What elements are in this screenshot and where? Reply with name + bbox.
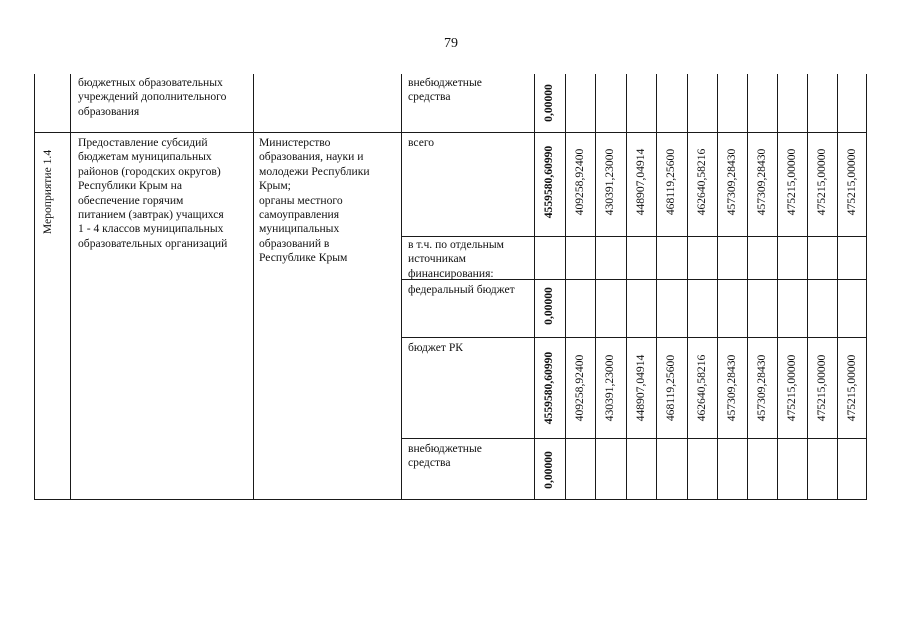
table-rule (656, 74, 657, 500)
table-rule (866, 74, 867, 500)
table-rule (401, 337, 867, 338)
table-rule (534, 74, 535, 500)
year-amount: 448907,04914 (634, 354, 647, 422)
year-amount: 468119,25600 (664, 354, 677, 422)
table-rule (747, 74, 748, 500)
table-rule (807, 74, 808, 500)
year-amount: 475215,00000 (815, 354, 828, 422)
year-amount: 409258,92400 (573, 354, 586, 422)
funding-source-label: всего (408, 136, 435, 149)
year-amount: 430391,23000 (603, 354, 616, 422)
table-rule (687, 74, 688, 500)
table-rule (34, 499, 867, 500)
year-amount: 430391,23000 (603, 148, 616, 216)
year-amount: 457309,28430 (725, 354, 738, 422)
year-amount: 462640,58216 (695, 148, 708, 216)
year-amount: 475215,00000 (815, 148, 828, 216)
funding-source-label: бюджет РК (408, 341, 464, 354)
measure-description: Предоставление субсидий бюджетам муниципальных районов (городских округов) Республики Крым на обеспечение горячим питанием (завтрак) учащихся 1 - 4 классов муниципальных образовательных организаций (78, 136, 228, 250)
table-rule (253, 74, 254, 500)
table-rule (565, 74, 566, 500)
year-amount: 457309,28430 (755, 148, 768, 216)
table-rule (34, 74, 35, 500)
year-amount: 409258,92400 (573, 148, 586, 216)
year-amount: 475215,00000 (785, 148, 798, 216)
year-amount: 457309,28430 (725, 148, 738, 216)
table-rule (34, 132, 867, 133)
year-amount: 475215,00000 (845, 148, 858, 216)
table-rule (777, 74, 778, 500)
funding-source-label: внебюджетные средства (408, 442, 482, 470)
page-number: 79 (444, 36, 458, 51)
total-amount: 4559580,60990 (542, 145, 555, 219)
year-amount: 462640,58216 (695, 354, 708, 422)
total-amount: 0,00000 (542, 451, 555, 489)
table-rule (595, 74, 596, 500)
funding-source-label: внебюджетные средства (408, 76, 482, 104)
measure-label: Мероприятие 1.4 (41, 149, 54, 235)
total-amount: 0,00000 (542, 84, 555, 122)
table-rule (401, 236, 867, 237)
table-rule (401, 74, 402, 500)
program-name-continued: бюджетных образовательных учреждений дополнительного образования (78, 76, 227, 118)
year-amount: 475215,00000 (785, 354, 798, 422)
year-amount: 457309,28430 (755, 354, 768, 422)
year-amount: 468119,25600 (664, 148, 677, 216)
table-rule (70, 74, 71, 500)
table-rule (626, 74, 627, 500)
table-rule (837, 74, 838, 500)
table-rule (401, 438, 867, 439)
table-rule (717, 74, 718, 500)
year-amount: 475215,00000 (845, 354, 858, 422)
total-amount: 0,00000 (542, 287, 555, 325)
executor-name: Министерство образования, науки и молодежи Республики Крым; органы местного самоуправления муниципальных образований в Республике Крым (259, 136, 370, 265)
funding-source-label: в т.ч. по отдельным источникам финансирования: (408, 238, 504, 280)
funding-source-label: федеральный бюджет (408, 283, 515, 296)
year-amount: 448907,04914 (634, 148, 647, 216)
total-amount: 4559580,60990 (542, 351, 555, 425)
